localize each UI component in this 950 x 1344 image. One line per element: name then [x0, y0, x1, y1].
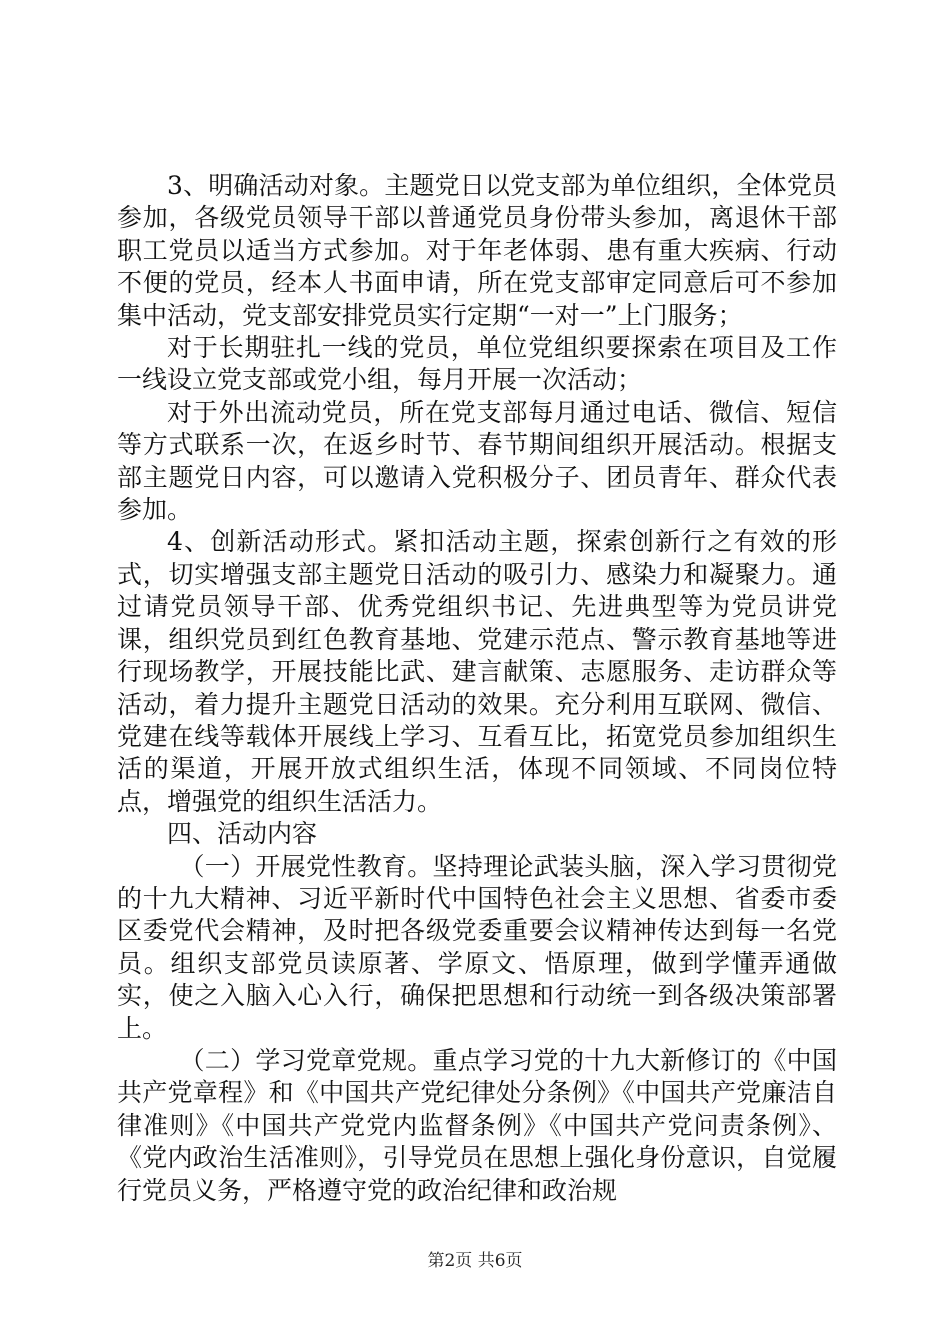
paragraph-party-rules-study: （二）学习党章党规。重点学习党的十九大新修订的《中国共产党章程》和《中国共产党纪律处分条例》《中国共产党廉洁自律准则》《中国共产党党内监督条例》《中国共产党问责条例》、《党内政治生活准则》，引导党员在思想上强化身份意识，自觉履行党员义务，严格遵守党的政治纪律和政治规	[117, 1045, 837, 1205]
section-heading-activity-content: 四、活动内容	[167, 819, 318, 849]
paragraph-activity-targets: 3、明确活动对象。主题党日以党支部为单位组织，全体党员参加，各级党员领导干部以普通党员身份带头参加，离退休干部职工党员以适当方式参加。对于年老体弱、患有重大疾病、行动不便的党员，经本人书面申请，所在党支部审定同意后可不参加集中活动，党支部安排党员实行定期“一对一”上门服务；	[117, 171, 837, 330]
paragraph-party-education: （一）开展党性教育。坚持理论武装头脑，深入学习贯彻党的十九大精神、习近平新时代中国特色社会主义思想、省委市委区委党代会精神，及时把各级党委重要会议精神传达到每一名党员。组织支部党员读原著、学原文、悟原理，做到学懂弄通做实，使之入脑入心入行，确保把思想和行动统一到各级决策部署上。	[117, 851, 837, 1043]
page-footer: 第2页 共6页	[427, 1251, 523, 1271]
paragraph-activity-forms: 4、创新活动形式。紧扣活动主题，探索创新行之有效的形式，切实增强支部主题党日活动的吸引力、感染力和凝聚力。通过请党员领导干部、优秀党组织书记、先进典型等为党员讲党课，组织党员到红色教育基地、党建示范点、警示教育基地等进行现场教学，开展技能比武、建言献策、志愿服务、走访群众等活动，着力提升主题党日活动的效果。充分利用互联网、微信、党建在线等载体开展线上学习、互看互比，拓宽党员参加组织生活的渠道，开展开放式组织生活，体现不同领域、不同岗位特点，增强党的组织生活活力。	[117, 527, 837, 816]
paragraph-mobile-members: 对于外出流动党员，所在党支部每月通过电话、微信、短信等方式联系一次，在返乡时节、春节期间组织开展活动。根据支部主题党日内容，可以邀请入党积极分子、团员青年、群众代表参加。	[117, 397, 837, 525]
paragraph-frontline-members: 对于长期驻扎一线的党员，单位党组织要探索在项目及工作一线设立党支部或党小组，每月开展一次活动；	[117, 333, 837, 395]
document-body	[117, 170, 837, 1207]
